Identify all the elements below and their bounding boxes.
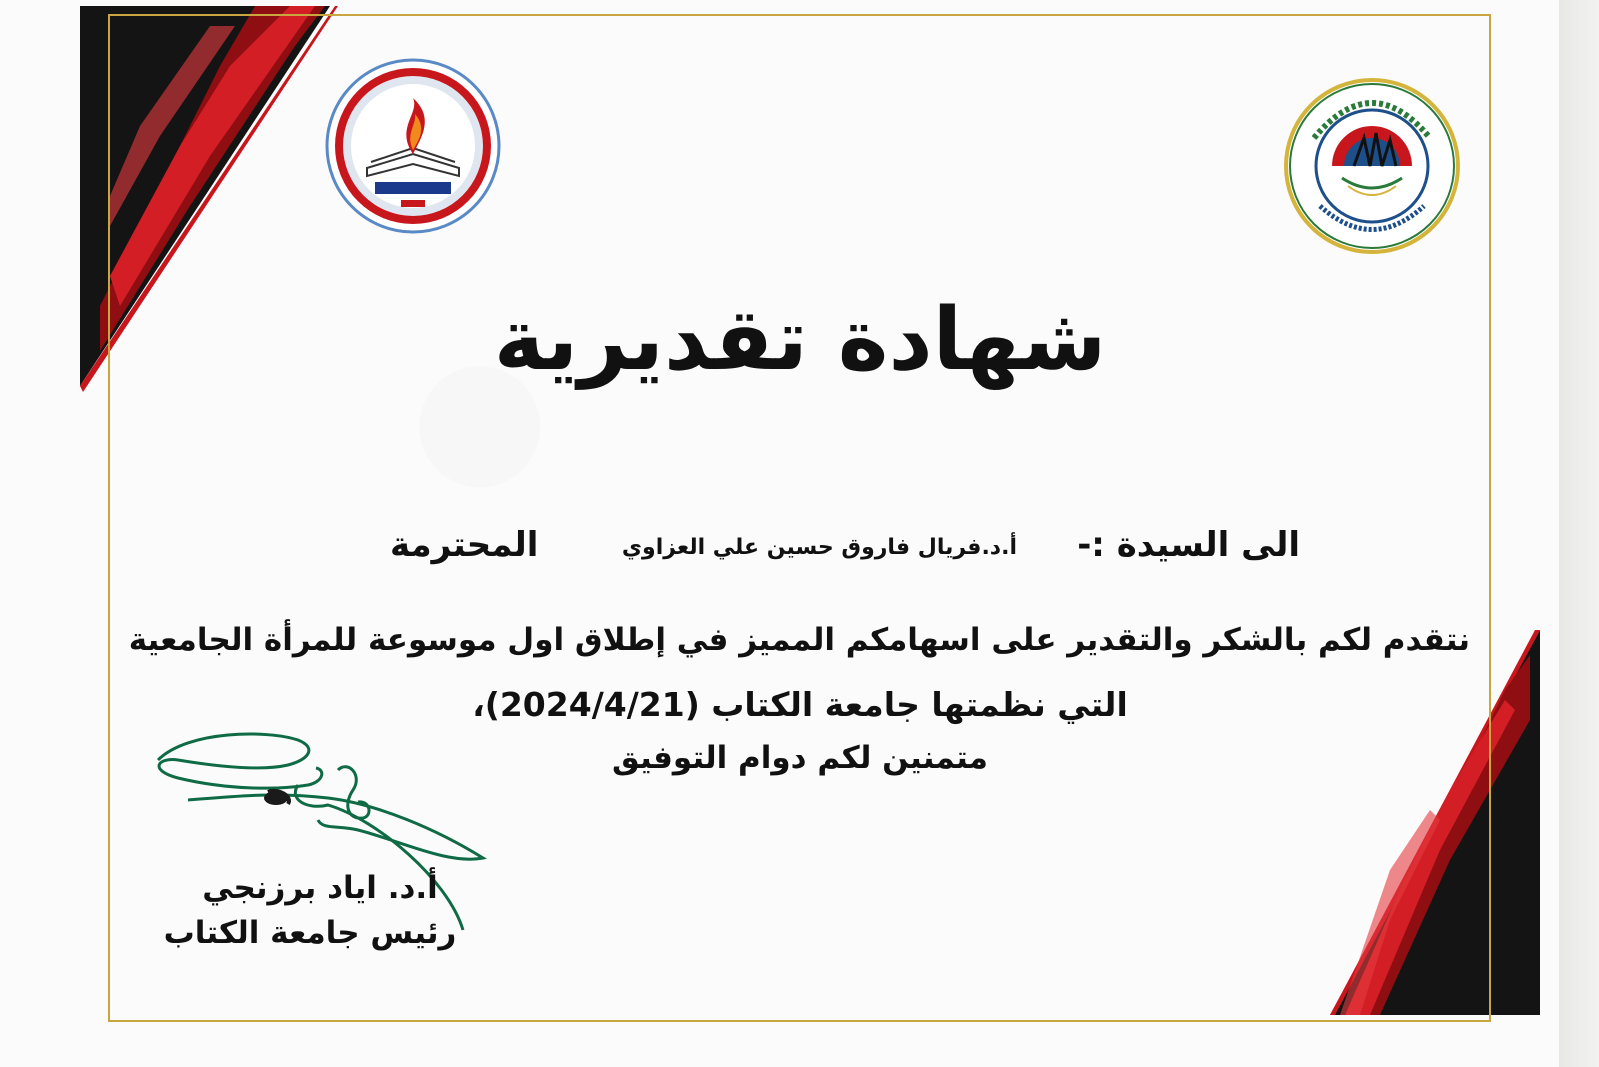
addressee-prefix: الى السيدة :- (1077, 525, 1300, 565)
signatory-title: رئيس جامعة الكتاب (163, 915, 457, 951)
addressee-honorific: المحترمة (390, 525, 539, 565)
certificate-title: شهادة تقديرية (493, 290, 1107, 390)
ministry-seal-logo (1284, 78, 1460, 254)
university-seal-logo (325, 58, 501, 234)
body-text-line-3: متمنين لكم دوام التوفيق (612, 740, 988, 776)
signatory-name: أ.د. اياد برزنجي (202, 870, 438, 906)
body-text-line-1: نتقدم لكم بالشكر والتقدير على اسهامكم المميز في إطلاق اول موسوعة للمرأة الجامعية (128, 622, 1470, 658)
body-text-line-2: التي نظمتها جامعة الكتاب (2024/4/21)، (472, 685, 1128, 724)
addressee-name: أ.د.فريال فاروق حسين علي العزاوي (621, 535, 1017, 560)
addressee-line (380, 525, 1300, 585)
paper-edge (1559, 0, 1599, 1067)
